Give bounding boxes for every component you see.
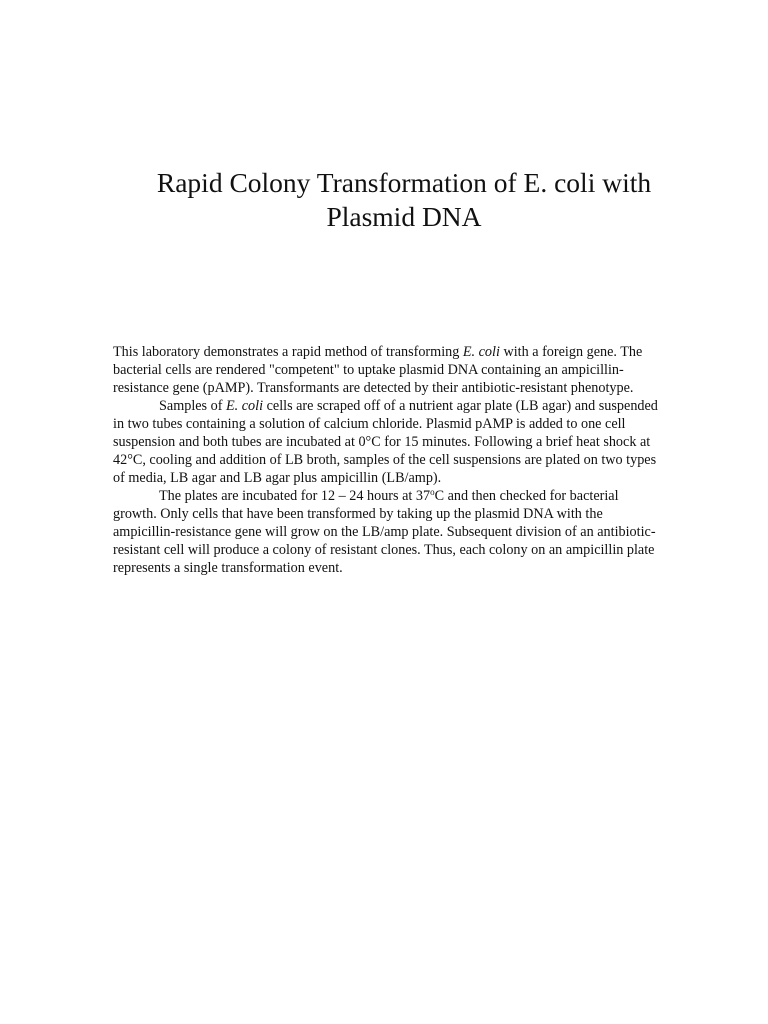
text-run: This laboratory demonstrates a rapid method of transforming — [113, 344, 463, 360]
title-line-2: Plasmid DNA — [326, 201, 482, 232]
text-run: with a foreign gene. The — [499, 344, 643, 360]
text-line — [113, 487, 673, 505]
text-run: The plates are incubated for 12 – 24 hours at 37 — [159, 488, 431, 504]
text-line: resistance gene (pAMP). Transformants are detected by their antibiotic-resistant phenotype. — [113, 380, 634, 396]
degree-superscript: o — [430, 487, 435, 497]
text-line — [113, 343, 673, 361]
text-run: Samples of — [159, 398, 226, 414]
page-title — [0, 166, 768, 234]
text-line — [113, 397, 673, 415]
text-line: bacterial cells are rendered "competent" to uptake plasmid DNA containing an ampicillin- — [113, 362, 624, 378]
species-name: E. coli — [226, 398, 264, 414]
paragraph-results — [113, 487, 673, 577]
paragraph-procedure — [113, 397, 673, 487]
body-text — [113, 343, 673, 577]
text-line: represents a single transformation event. — [113, 560, 343, 576]
text-line: ampicillin-resistance gene will grow on the LB/amp plate. Subsequent division of an antibiotic- — [113, 524, 656, 540]
text-line: suspension and both tubes are incubated at 0°C for 15 minutes. Following a brief heat shock at — [113, 434, 651, 450]
text-line: growth. Only cells that have been transformed by taking up the plasmid DNA with the — [113, 506, 603, 522]
text-run: C and then checked for bacterial — [434, 488, 619, 504]
text-line: of media, LB agar and LB agar plus ampicillin (LB/amp). — [113, 470, 442, 486]
paragraph-intro — [113, 343, 673, 397]
text-line: resistant cell will produce a colony of resistant clones. Thus, each colony on an ampicillin plate — [113, 542, 655, 558]
text-line: in two tubes containing a solution of calcium chloride. Plasmid pAMP is added to one cell — [113, 416, 626, 432]
title-line-1: Rapid Colony Transformation of E. coli with — [156, 167, 652, 198]
species-name: E. coli — [462, 344, 500, 360]
text-run: cells are scraped off of a nutrient agar plate (LB agar) and suspended — [263, 398, 658, 414]
text-line: 42°C, cooling and addition of LB broth, samples of the cell suspensions are plated on two types — [113, 452, 657, 468]
